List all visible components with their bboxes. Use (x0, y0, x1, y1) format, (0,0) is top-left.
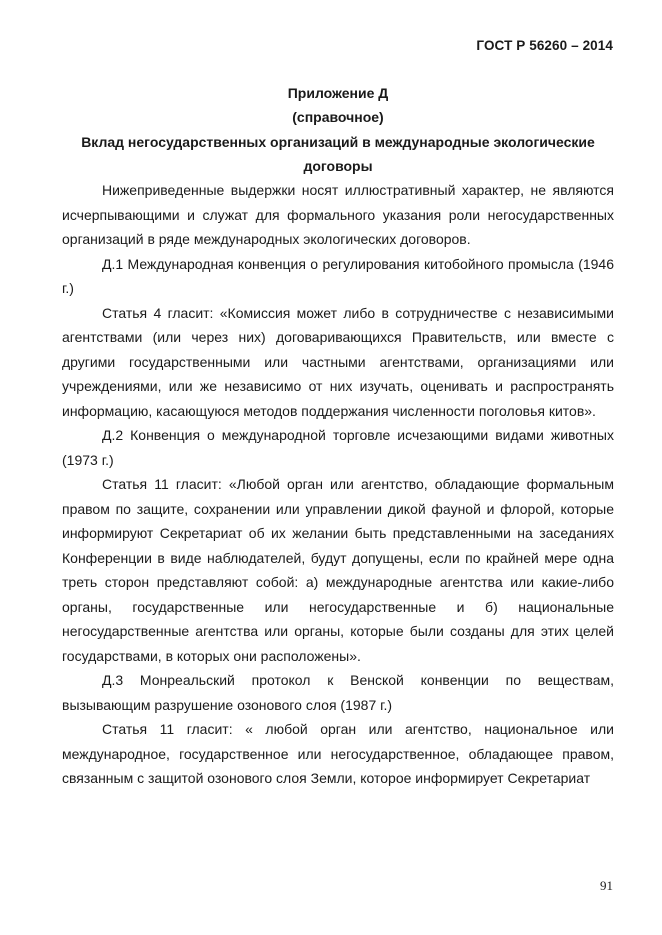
appendix-title: Приложение Д (287, 85, 389, 101)
appendix-kind: (справочное) (292, 109, 384, 126)
appendix-heading-line-1: Вклад негосударственных организаций в международные экологические (81, 133, 595, 150)
document-body (62, 178, 614, 791)
section-d3-text: Статья 11 гласит: « любой орган или агентство, национальное или международное, государственное или негосударственное, обладающее правом, связанным с защитой озонового слоя Земли, которое информирует Секретариат (62, 721, 614, 786)
section-d1-heading: Д.1 Международная конвенция о регулирования китобойного промысла (1946 г.) (62, 255, 614, 296)
section-d3-heading: Д.3 Монреальский протокол к Венской конвенции по веществам, вызывающим разрушение озонового слоя (1987 г.) (62, 672, 614, 713)
appendix-heading-block (62, 81, 614, 178)
intro-paragraph: Нижеприведенные выдержки носят иллюстративный характер, не являются исчерпывающими и служат для формального указания роли негосударственных организаций в ряде международных экологических договоров. (62, 182, 614, 247)
appendix-heading-line-2: договоры (303, 157, 373, 174)
section-d2-heading: Д.2 Конвенция о международной торговле исчезающими видами животных (1973 г.) (62, 427, 614, 468)
section-d2-text: Статья 11 гласит: «Любой орган или агентство, обладающие формальным правом по защите, сохранении или управлении дикой фауной и флорой, которые информируют Секретариат об их желании быть представленными на заседаниях Конференции в виде наблюдателей, будут допущены, если по крайней мере одна треть сторон представляют собой: а) международные агентства или какие-либо органы, государственные или негосударственные и б) национальные негосударственные агентства или органы, которые были созданы для этих целей государствами, в которых они расположены». (62, 476, 614, 664)
standard-header: ГОСТ Р 56260 – 2014 (476, 38, 613, 53)
section-d1-text: Статья 4 гласит: «Комиссия может либо в сотрудничестве с независимыми агентствами (или через них) договаривающихся Правительств, или вместе с другими государственными или частными агентствами, организациями или учреждениями, или же независимо от них изучать, оценивать и распространять информацию, касающуюся методов поддержания численности поголовья китов». (62, 304, 614, 419)
page-number: 91 (600, 878, 613, 893)
